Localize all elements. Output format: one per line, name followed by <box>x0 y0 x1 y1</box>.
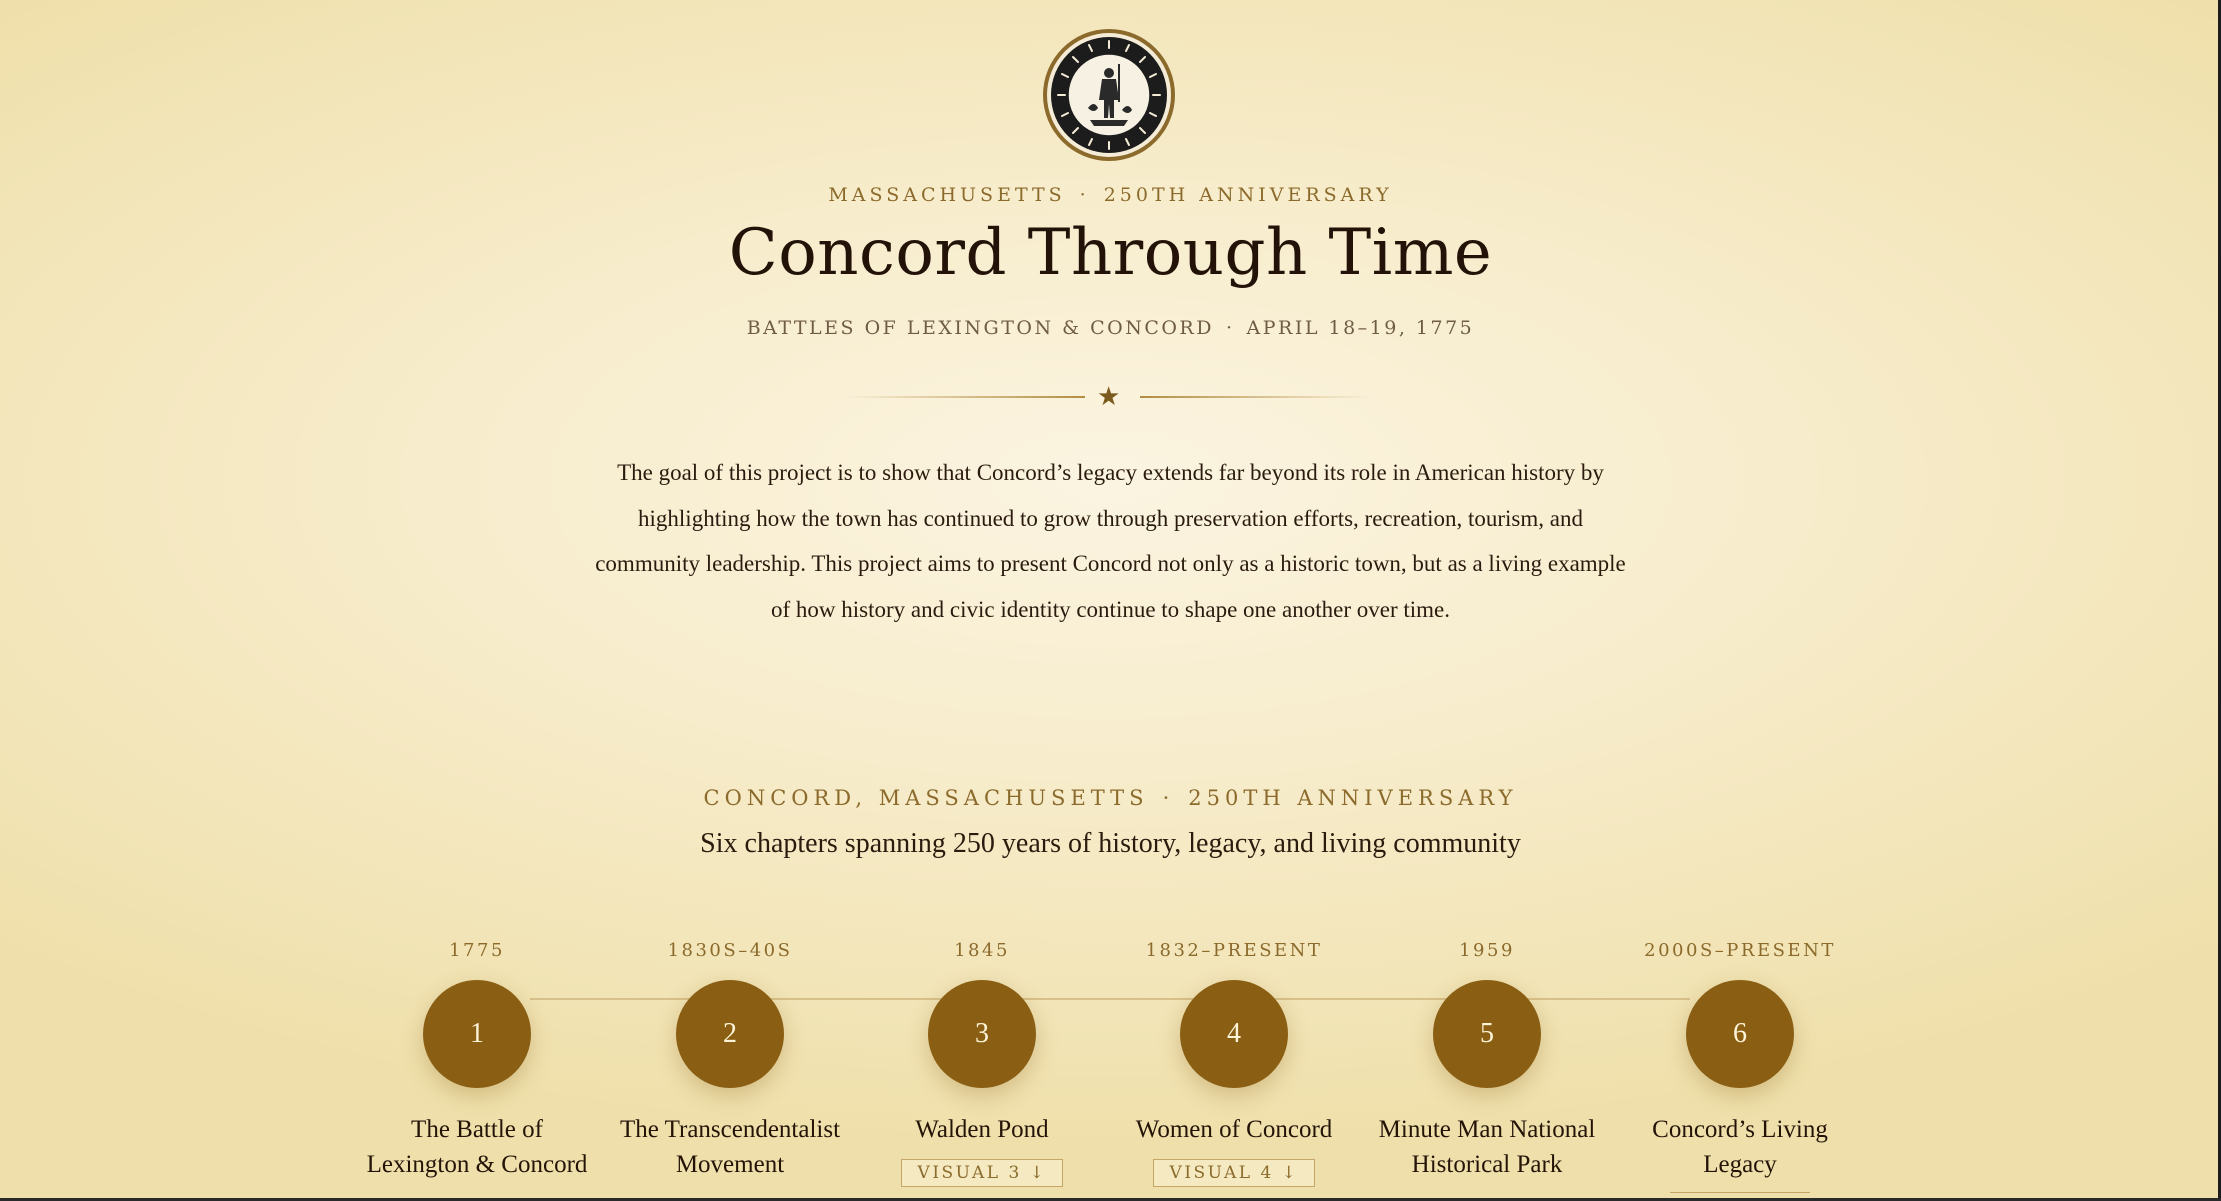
star-icon: ★ <box>1097 382 1121 412</box>
chapter-date: 1832–PRESENT <box>1145 940 1323 961</box>
chapter-underline <box>1670 1192 1810 1193</box>
chapter-5[interactable] <box>1357 940 1617 1182</box>
timeline-subtitle: Six chapters spanning 250 years of history, legacy, and living community <box>700 828 1521 859</box>
chapter-title[interactable]: Concord’s Living Legacy <box>1652 1116 1828 1178</box>
chapter-node-button[interactable]: 1 <box>423 980 531 1088</box>
chapter-node-button[interactable]: 2 <box>676 980 784 1088</box>
subtitle-date: APRIL 18–19, 1775 <box>1246 317 1475 339</box>
chapter-4[interactable] <box>1104 940 1364 1187</box>
chapter-title[interactable]: Walden Pond <box>915 1116 1049 1143</box>
chapter-title[interactable]: Minute Man National Historical Park <box>1378 1116 1596 1178</box>
chapter-title[interactable]: The Battle of Lexington & Concord <box>366 1116 588 1178</box>
chapter-node-button[interactable]: 6 <box>1686 980 1794 1088</box>
chapter-6[interactable] <box>1610 940 1870 1193</box>
chapter-3[interactable] <box>852 940 1112 1187</box>
timeline-kicker <box>0 786 2221 810</box>
chapter-title[interactable]: Women of Concord <box>1135 1116 1333 1143</box>
timeline-kicker-anniversary: 250TH ANNIVERSARY <box>1188 786 1518 810</box>
visual-3-button[interactable]: VISUAL 3 ↓ <box>901 1159 1064 1187</box>
header-kicker <box>0 184 2221 206</box>
intro-paragraph: The goal of this project is to show that Concord’s legacy extends far beyond its role in American history by highlighting how the town has continued to grow through preservation efforts, recreation, tourism, and community leadership. This project aims to present Concord not only as a historic town, but as a living example of how history and civic identity continue to shape one another over time. <box>595 460 1626 622</box>
kicker-anniversary: 250TH ANNIVERSARY <box>1103 184 1393 206</box>
subtitle-separator: · <box>1225 317 1235 339</box>
visual-4-button[interactable]: VISUAL 4 ↓ <box>1153 1159 1316 1187</box>
chapter-2[interactable] <box>600 940 860 1182</box>
concord-seal-logo <box>1042 28 1176 162</box>
header-subtitle <box>0 317 2221 339</box>
chapter-node-button[interactable]: 3 <box>928 980 1036 1088</box>
divider-line-right <box>1140 396 1372 398</box>
chapter-node-button[interactable]: 4 <box>1180 980 1288 1088</box>
chapter-title[interactable]: The Transcendentalist Movement <box>619 1116 841 1178</box>
divider-line-left <box>845 396 1085 398</box>
subtitle-battles: BATTLES OF LEXINGTON & CONCORD <box>746 317 1214 339</box>
chapter-date: 1845 <box>954 940 1010 961</box>
page-title: Concord Through Time <box>728 216 1493 290</box>
timeline-kicker-separator: · <box>1162 786 1175 810</box>
ornamental-divider <box>0 382 2221 412</box>
chapter-node-button[interactable]: 5 <box>1433 980 1541 1088</box>
chapter-date: 1959 <box>1459 940 1515 961</box>
timeline-kicker-place: CONCORD, MASSACHUSETTS <box>703 786 1149 810</box>
chapter-date: 1830S–40S <box>667 940 793 961</box>
chapter-date: 2000S–PRESENT <box>1644 940 1836 961</box>
chapter-date: 1775 <box>449 940 505 961</box>
kicker-separator: · <box>1079 184 1090 206</box>
chapter-1[interactable] <box>347 940 607 1182</box>
kicker-state: MASSACHUSETTS <box>828 184 1066 206</box>
